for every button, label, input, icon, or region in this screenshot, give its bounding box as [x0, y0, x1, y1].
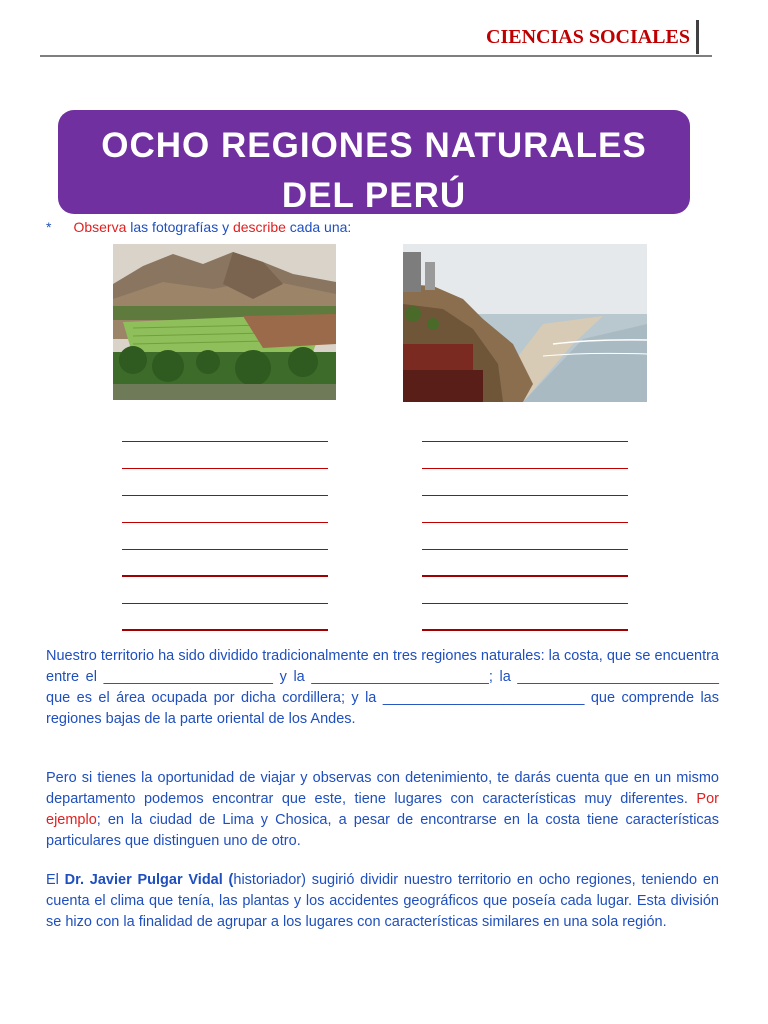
fill-blank-4[interactable]: _________________________	[382, 690, 585, 706]
paragraph-text: que comprende las regiones bajas de la parte oriental de los Andes.	[46, 690, 719, 727]
fill-blank-2[interactable]: ______________________	[311, 669, 489, 685]
answer-line[interactable]	[122, 585, 328, 612]
answer-lines-left	[122, 423, 328, 639]
instruction-word-observa: Observa	[73, 219, 127, 235]
paragraph-regions-intro	[46, 646, 719, 730]
answer-line[interactable]	[422, 423, 628, 450]
answer-line[interactable]	[122, 531, 328, 558]
paragraph-highlight: Por ejemplo	[46, 791, 719, 828]
fill-blank-3[interactable]: _________________________	[517, 669, 719, 685]
coastal-cliff-photo	[403, 244, 647, 402]
answer-line[interactable]	[422, 558, 628, 585]
instruction	[46, 219, 351, 235]
paragraph-text: El	[46, 872, 65, 888]
answer-line[interactable]	[122, 612, 328, 639]
answer-line[interactable]	[422, 450, 628, 477]
answer-line[interactable]	[422, 504, 628, 531]
answer-line[interactable]	[422, 612, 628, 639]
valley-farmland-photo	[113, 244, 336, 400]
paragraph-author-name: Dr. Javier Pulgar Vidal (	[64, 872, 234, 888]
answer-line[interactable]	[122, 558, 328, 585]
answer-line[interactable]	[422, 477, 628, 504]
answer-line[interactable]	[122, 423, 328, 450]
header-divider-vertical	[696, 20, 699, 54]
paragraph-pulgar-vidal	[46, 870, 719, 933]
header-subject: CIENCIAS SOCIALES	[486, 26, 690, 48]
title-banner	[58, 110, 690, 214]
fill-blank-1[interactable]: _____________________	[103, 669, 273, 685]
instruction-bullet: *	[46, 219, 52, 235]
paragraph-text: historiador) sugirió dividir nuestro territorio en ocho regiones, teniendo en cuenta el clima que tenía, las plantas y los accidentes geográficos que poseía cada lugar. Esta división se hizo con la finalidad de agrupar a los lugares con características similares en una sola región.	[46, 872, 719, 930]
paragraph-text: Pero si tienes la oportunidad de viajar y observas con detenimiento, te darás cuenta que en un mismo departamento podemos encontrar que este, tiene lugares con características muy diferentes.	[46, 770, 719, 807]
answer-lines-right	[422, 423, 628, 639]
answer-line[interactable]	[122, 450, 328, 477]
answer-line[interactable]	[422, 531, 628, 558]
title-line-1: OCHO REGIONES NATURALES	[101, 126, 647, 165]
paragraph-text: que es el área ocupada por dicha cordillera; y la	[46, 690, 383, 706]
answer-line[interactable]	[122, 504, 328, 531]
paragraph-text: ; la	[488, 669, 518, 685]
instruction-text-2: cada una:	[285, 219, 352, 235]
answer-line[interactable]	[422, 585, 628, 612]
paragraph-text: ; en la ciudad de Lima y Chosica, a pesar de encontrarse en la costa tiene características particulares que distinguen uno de otro.	[46, 812, 719, 849]
paragraph-text: y la	[272, 669, 312, 685]
instruction-text-1: las fotografías y	[126, 219, 233, 235]
answer-line[interactable]	[122, 477, 328, 504]
header-rule	[40, 55, 712, 57]
title-line-2: DEL PERÚ	[281, 176, 467, 215]
instruction-word-describe: describe	[232, 219, 286, 235]
paragraph-text: Nuestro territorio ha sido dividido tradicionalmente en tres regiones naturales: la costa, que se encuentra entre el	[46, 648, 719, 685]
paragraph-travel-observation	[46, 768, 719, 852]
